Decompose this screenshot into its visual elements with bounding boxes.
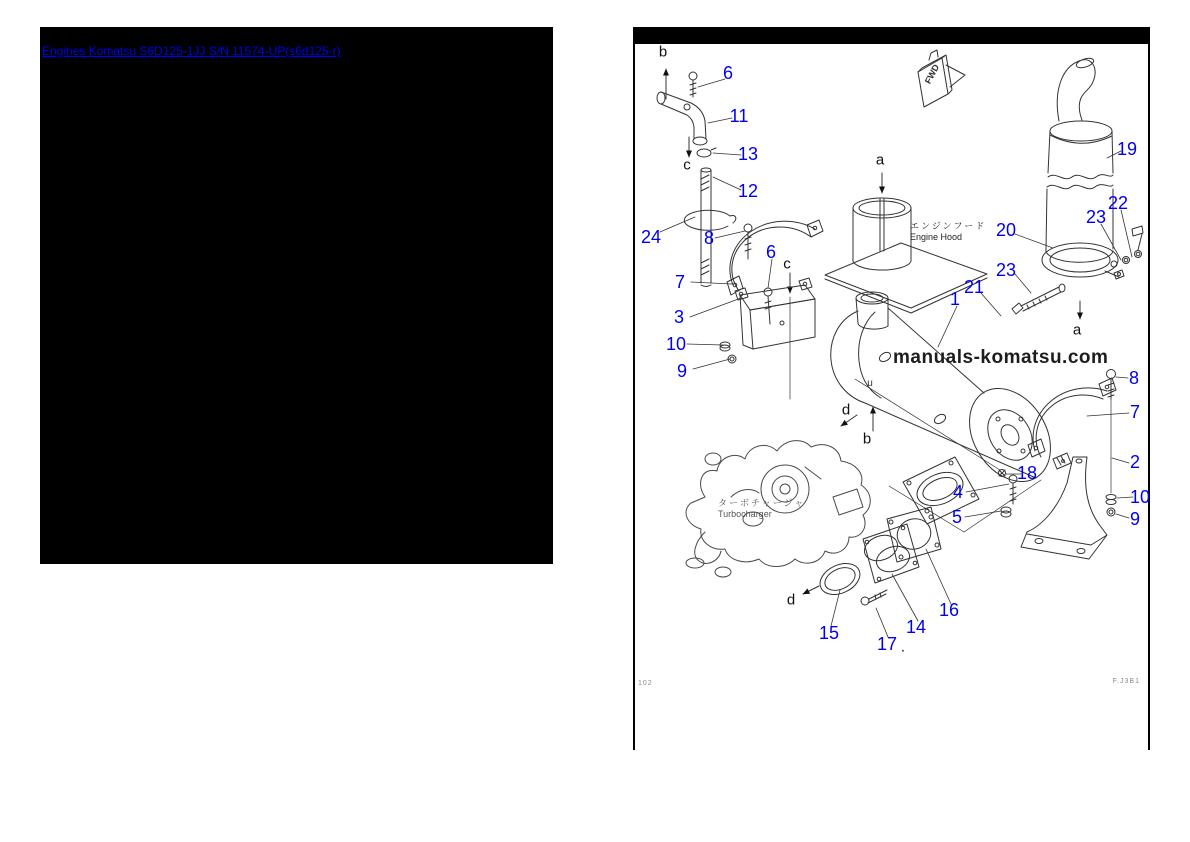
fwd-label: FWD — [922, 62, 942, 86]
pdf-viewer-panel — [40, 27, 553, 564]
part-number-label-19: 19 — [1116, 139, 1138, 159]
view-letter-label-b: b — [862, 430, 872, 448]
document-link[interactable]: Engines Komatsu S6D125-1JJ S/N 11574-UP(s6d125-r) — [42, 44, 341, 58]
part-number-label-21: 21 — [963, 277, 985, 297]
part-number-label-13: 13 — [737, 144, 759, 164]
part-number-label-6: 6 — [765, 242, 777, 262]
muffler-bracket-3 — [720, 278, 815, 363]
part-number-label-12: 12 — [737, 181, 759, 201]
view-letter-label-c: c — [683, 156, 691, 174]
page-number-note: 102 — [638, 680, 653, 687]
part-number-label-18: 18 — [1016, 463, 1038, 483]
view-letter-label-d: d — [841, 401, 851, 419]
exhaust-pipe — [1046, 56, 1113, 262]
part-number-label-23: 23 — [1085, 207, 1107, 227]
part-number-label-16: 16 — [938, 600, 960, 620]
part-number-label-6: 6 — [722, 63, 734, 83]
clamp-bolt-23 — [1012, 284, 1065, 314]
engine-hood — [825, 198, 987, 313]
stud-18 — [999, 470, 1006, 477]
engine-hood-label-jp: エンジンフード — [910, 221, 987, 231]
part-number-label-5: 5 — [951, 507, 963, 527]
clamp-hardware — [1111, 226, 1143, 267]
engine-hood-label-en: Engine Hood — [910, 232, 963, 242]
gasket-16 — [887, 507, 941, 562]
part-number-label-14: 14 — [905, 617, 927, 637]
part-number-label-7: 7 — [1129, 402, 1141, 422]
bolt-8-right — [1106, 370, 1116, 517]
part-number-label-9: 9 — [676, 361, 688, 381]
drain-pipe-assembly — [657, 72, 736, 287]
part-number-label-24: 24 — [640, 227, 662, 247]
part-number-label-11: 11 — [729, 106, 749, 126]
turbocharger-annotation — [718, 498, 805, 520]
part-number-label-20: 20 — [995, 220, 1017, 240]
part-number-label-23: 23 — [995, 260, 1017, 280]
view-letter-label-d: d — [786, 591, 796, 609]
view-letter-label-b: b — [658, 43, 668, 61]
part-number-label-9: 9 — [1129, 509, 1141, 529]
watermark-text: manuals-komatsu.com — [893, 347, 1109, 368]
part-number-label-4: 4 — [952, 482, 964, 502]
figure-code-note: F.J3B1 — [1112, 678, 1140, 685]
part-number-label-22: 22 — [1107, 193, 1129, 213]
part-number-label-10: 10 — [1129, 487, 1151, 507]
part-number-label-15: 15 — [818, 623, 840, 643]
v-band-clamp — [1042, 243, 1124, 279]
view-letter-label-a: a — [1072, 321, 1082, 339]
turbocharger-label-en: Turbocharger — [718, 509, 772, 519]
bolt-17 — [861, 590, 887, 605]
left-band-clamp — [727, 220, 823, 324]
part-number-label-8: 8 — [703, 228, 715, 248]
parts-diagram-panel — [633, 27, 1150, 750]
part-number-label-7: 7 — [674, 272, 686, 292]
diagram-canvas — [635, 27, 1151, 750]
right-band-clamp — [1028, 378, 1116, 457]
part-number-label-10: 10 — [665, 334, 687, 354]
view-letter-label-a: a — [875, 151, 885, 169]
view-letter-label-.: . — [900, 638, 906, 656]
view-letter-label-c: c — [783, 255, 791, 273]
outlet-ring-15 — [815, 557, 865, 600]
part-number-label-3: 3 — [673, 307, 685, 327]
view-letter-label-u: u — [867, 378, 873, 389]
engine-hood-annotation — [910, 221, 986, 243]
part-number-label-1: 1 — [949, 289, 961, 309]
turbocharger-label-jp: ターボチャージャ — [718, 498, 806, 508]
part-number-label-8: 8 — [1128, 368, 1140, 388]
part-number-label-2: 2 — [1129, 452, 1141, 472]
part-number-label-17: 17 — [876, 634, 898, 654]
